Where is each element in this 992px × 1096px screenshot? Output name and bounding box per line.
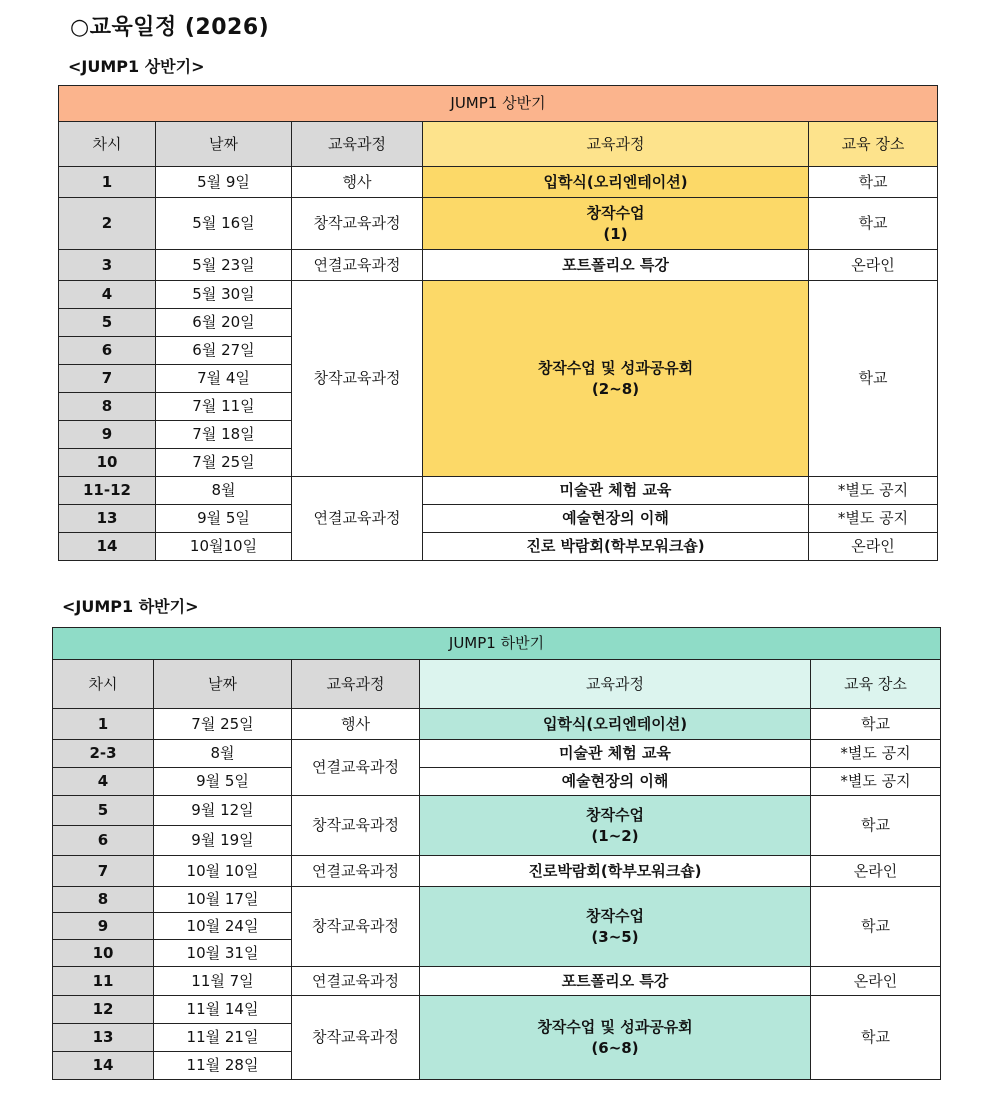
- session-date: 11월 7일: [154, 967, 292, 996]
- session-number: 14: [53, 1052, 154, 1080]
- course-content: [420, 887, 811, 967]
- session-number: 4: [53, 768, 154, 796]
- session-date: 9월 19일: [154, 826, 292, 856]
- header-course-type: 교육과정: [292, 660, 420, 709]
- course-content-line1: 창작수업: [586, 907, 644, 926]
- session-date: 6월 27일: [156, 337, 292, 365]
- session-date: 10월 17일: [154, 887, 292, 913]
- course-content-line2: (3~5): [591, 927, 639, 946]
- session-number: 1: [59, 167, 156, 198]
- header-date: 날짜: [154, 660, 292, 709]
- session-number: 2: [59, 198, 156, 250]
- course-content: [420, 996, 811, 1080]
- course-content: 입학식(오리엔테이션): [420, 709, 811, 740]
- course-content: 예술현장의 이해: [420, 768, 811, 796]
- header-session: 차시: [53, 660, 154, 709]
- session-date: 5월 23일: [156, 250, 292, 281]
- session-date: 7월 25일: [154, 709, 292, 740]
- session-number: 1: [53, 709, 154, 740]
- header-location: 교육 장소: [811, 660, 941, 709]
- session-number: 13: [53, 1024, 154, 1052]
- session-date: 10월 31일: [154, 940, 292, 967]
- schedule-table-first-half: [58, 85, 938, 561]
- location: 온라인: [811, 856, 941, 887]
- header-location: 교육 장소: [809, 122, 938, 167]
- location: 학교: [811, 796, 941, 856]
- header-course-content: 교육과정: [420, 660, 811, 709]
- location: 학교: [811, 709, 941, 740]
- course-content-line1: 창작수업 및 성과공유회: [537, 359, 694, 378]
- session-number: 11: [53, 967, 154, 996]
- course-content: [420, 796, 811, 856]
- section-label-first-half: <JUMP1 상반기>: [68, 57, 205, 76]
- course-content: 입학식(오리엔테이션): [423, 167, 809, 198]
- session-number: 9: [53, 913, 154, 940]
- course-type: 연결교육과정: [292, 477, 423, 561]
- course-content: 포트폴리오 특강: [423, 250, 809, 281]
- session-number: 14: [59, 533, 156, 561]
- session-number: 8: [59, 393, 156, 421]
- course-content: [423, 198, 809, 250]
- location: *별도 공지: [809, 477, 938, 505]
- section-label-second-half: <JUMP1 하반기>: [62, 597, 199, 616]
- course-type: 창작교육과정: [292, 198, 423, 250]
- location: 온라인: [809, 533, 938, 561]
- course-content-line2: (1~2): [591, 826, 639, 845]
- course-type: 창작교육과정: [292, 996, 420, 1080]
- location: *별도 공지: [811, 768, 941, 796]
- header-course-type: 교육과정: [292, 122, 423, 167]
- location: 학교: [811, 887, 941, 967]
- location: 학교: [809, 198, 938, 250]
- location: 온라인: [809, 250, 938, 281]
- location: 학교: [809, 167, 938, 198]
- session-number: 11-12: [59, 477, 156, 505]
- session-number: 6: [59, 337, 156, 365]
- course-content-line1: 창작수업: [586, 204, 645, 223]
- session-number: 9: [59, 421, 156, 449]
- course-content: 예술현장의 이해: [423, 505, 809, 533]
- course-content: [423, 281, 809, 477]
- session-date: 11월 28일: [154, 1052, 292, 1080]
- course-content-line2: (2~8): [591, 379, 640, 398]
- session-date: 7월 11일: [156, 393, 292, 421]
- course-content: 진로박람회(학부모워크숍): [420, 856, 811, 887]
- session-date: 5월 16일: [156, 198, 292, 250]
- session-number: 2-3: [53, 740, 154, 768]
- header-session: 차시: [59, 122, 156, 167]
- session-date: 10월10일: [156, 533, 292, 561]
- course-type: 행사: [292, 167, 423, 198]
- table-title: JUMP1 하반기: [53, 628, 941, 660]
- session-date: 5월 9일: [156, 167, 292, 198]
- session-date: 11월 21일: [154, 1024, 292, 1052]
- location: 학교: [809, 281, 938, 477]
- session-date: 8월: [154, 740, 292, 768]
- course-type: 연결교육과정: [292, 250, 423, 281]
- location: 학교: [811, 996, 941, 1080]
- session-date: 11월 14일: [154, 996, 292, 1024]
- course-content: 미술관 체험 교육: [420, 740, 811, 768]
- session-number: 8: [53, 887, 154, 913]
- header-course-content: 교육과정: [423, 122, 809, 167]
- location: 온라인: [811, 967, 941, 996]
- session-number: 6: [53, 826, 154, 856]
- course-type: 창작교육과정: [292, 796, 420, 856]
- session-date: 10월 24일: [154, 913, 292, 940]
- course-content-line2: (1): [603, 224, 628, 243]
- course-type: 연결교육과정: [292, 856, 420, 887]
- session-date: 9월 5일: [156, 505, 292, 533]
- course-type: 창작교육과정: [292, 887, 420, 967]
- session-number: 7: [53, 856, 154, 887]
- course-type: 연결교육과정: [292, 967, 420, 996]
- session-number: 12: [53, 996, 154, 1024]
- session-date: 7월 18일: [156, 421, 292, 449]
- session-date: 6월 20일: [156, 309, 292, 337]
- session-date: 7월 4일: [156, 365, 292, 393]
- course-content-line1: 창작수업 및 성과공유회: [537, 1018, 693, 1037]
- session-date: 5월 30일: [156, 281, 292, 309]
- course-content: 미술관 체험 교육: [423, 477, 809, 505]
- page-title: ○교육일정 (2026): [70, 15, 270, 40]
- course-content-line1: 창작수업: [586, 806, 644, 825]
- course-type: 연결교육과정: [292, 740, 420, 796]
- session-date: 9월 5일: [154, 768, 292, 796]
- course-content: 포트폴리오 특강: [420, 967, 811, 996]
- session-number: 7: [59, 365, 156, 393]
- session-date: 9월 12일: [154, 796, 292, 826]
- course-type: 행사: [292, 709, 420, 740]
- course-type: 창작교육과정: [292, 281, 423, 477]
- session-number: 13: [59, 505, 156, 533]
- session-number: 5: [59, 309, 156, 337]
- location: *별도 공지: [809, 505, 938, 533]
- location: *별도 공지: [811, 740, 941, 768]
- session-number: 4: [59, 281, 156, 309]
- session-date: 10월 10일: [154, 856, 292, 887]
- table-title: JUMP1 상반기: [59, 86, 938, 122]
- session-number: 3: [59, 250, 156, 281]
- course-content: 진로 박람회(학부모워크숍): [423, 533, 809, 561]
- course-content-line2: (6~8): [591, 1038, 639, 1057]
- session-date: 7월 25일: [156, 449, 292, 477]
- session-number: 10: [59, 449, 156, 477]
- schedule-table-second-half: [52, 627, 941, 1080]
- session-date: 8월: [156, 477, 292, 505]
- session-number: 5: [53, 796, 154, 826]
- session-number: 10: [53, 940, 154, 967]
- header-date: 날짜: [156, 122, 292, 167]
